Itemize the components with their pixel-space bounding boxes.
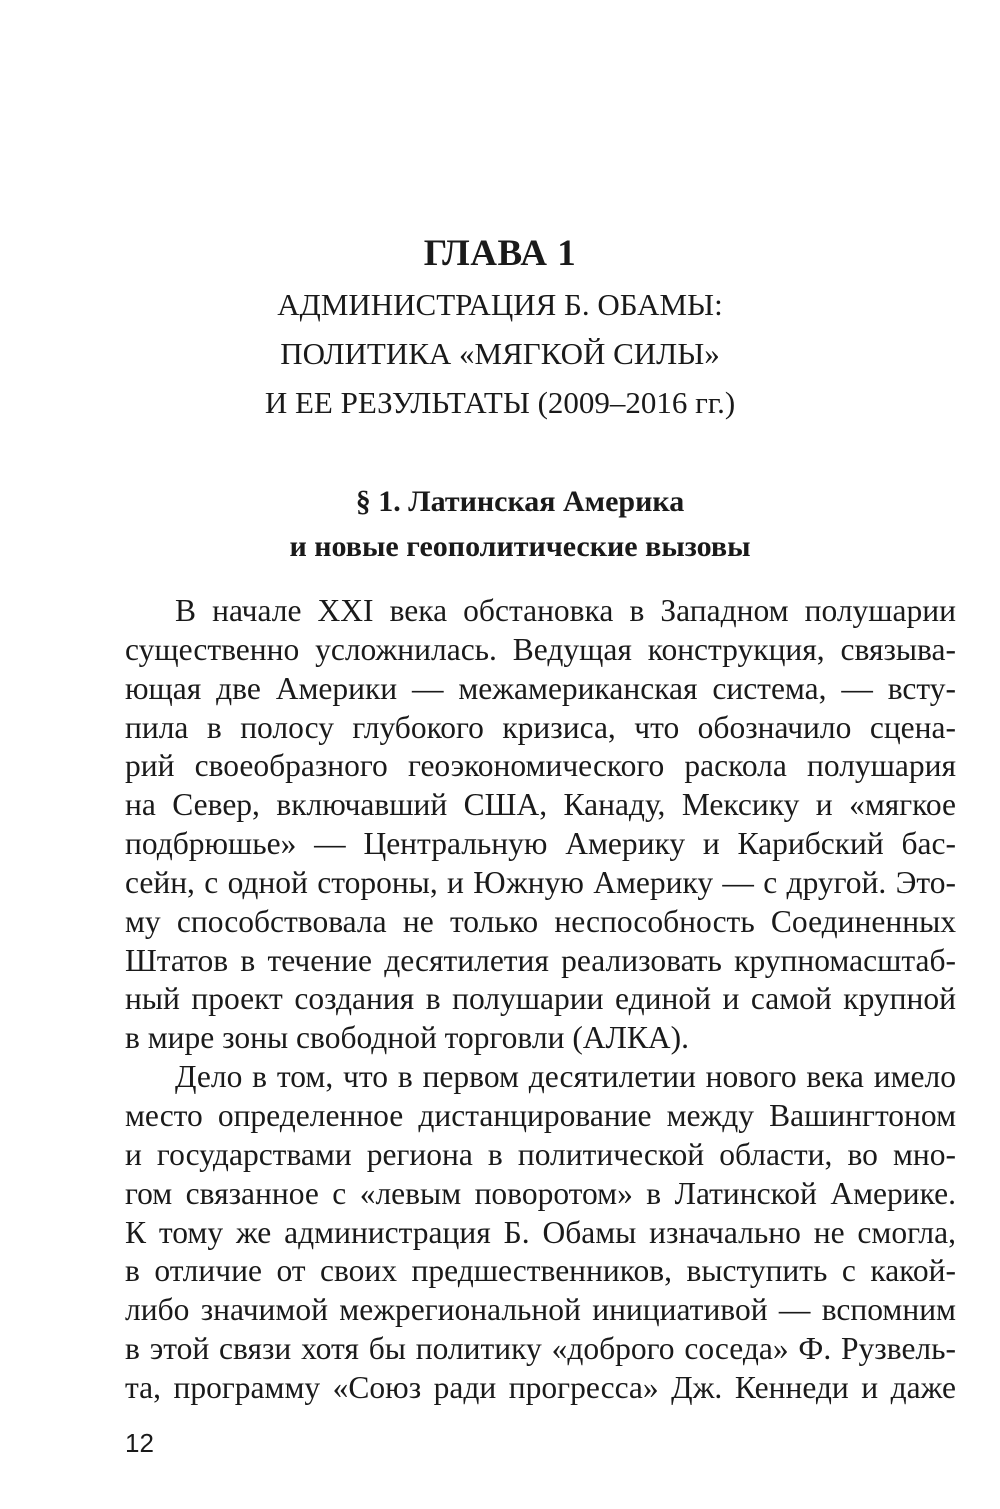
body-line: Штатов в течение десятилетия реализовать крупномасштаб-	[125, 942, 956, 978]
chapter-label: ГЛАВА 1	[423, 233, 577, 274]
body-line: место определенное дистанцирование между Вашингтоном	[125, 1097, 956, 1133]
body-line: на Север, включавший США, Канаду, Мексику и «мягкое	[125, 787, 956, 823]
chapter-title-line: ПОЛИТИКА «МЯГКОЙ СИЛЫ»	[280, 336, 720, 371]
body-line: Дело в том, что в первом десятилетии нового века имело	[175, 1059, 956, 1095]
body-line: К тому же администрация Б. Обамы изначально не смогла,	[125, 1214, 956, 1250]
body-line: подбрюшье» — Центральную Америку и Карибский бас-	[125, 826, 956, 862]
chapter-title	[0, 280, 1000, 427]
body-line: В начале XXI века обстановка в Западном полушарии	[175, 593, 956, 628]
body-line: в этой связи хотя бы политику «доброго соседа» Ф. Рузвель-	[125, 1331, 956, 1367]
body-line: ный проект создания в полушарии единой и самой крупной	[125, 981, 956, 1017]
section-title	[40, 479, 1000, 569]
section-title-line: § 1. Латинская Америка	[355, 485, 685, 518]
chapter-title-line: АДМИНИСТРАЦИЯ Б. ОБАМЫ:	[277, 287, 723, 322]
body-line: и государствами региона в политической области, во мно-	[125, 1136, 956, 1172]
body-line: либо значимой межрегиональной инициативой — вспомним	[125, 1292, 956, 1328]
body-line: в мире зоны свободной торговли (АЛКА).	[125, 1020, 690, 1056]
body-line: гом связанное с «левым поворотом» в Латинской Америке.	[125, 1175, 956, 1211]
body-text	[125, 592, 956, 1408]
body-line: ющая две Америки — межамериканская система, — всту-	[125, 670, 956, 706]
body-line: му способствовала не только неспособность Соединенных	[125, 903, 956, 939]
body-line: пила в полосу глубокого кризиса, что обозначило сцена-	[125, 709, 956, 745]
chapter-title-line: И ЕЕ РЕЗУЛЬТАТЫ (2009–2016 гг.)	[264, 385, 736, 420]
body-line: рий своеобразного геоэкономического раскола полушария	[125, 748, 956, 784]
page-number: 12	[125, 1428, 154, 1458]
body-line: сейн, с одной стороны, и Южную Америку — с другой. Это-	[125, 864, 956, 900]
section-title-line: и новые геополитические вызовы	[289, 530, 751, 563]
body-line: в отличие от своих предшественников, выступить с какой-	[125, 1253, 956, 1289]
body-line: существенно усложнилась. Ведущая конструкция, связыва-	[125, 631, 956, 667]
body-line: та, программу «Союз ради прогресса» Дж. Кеннеди и даже	[125, 1369, 956, 1405]
